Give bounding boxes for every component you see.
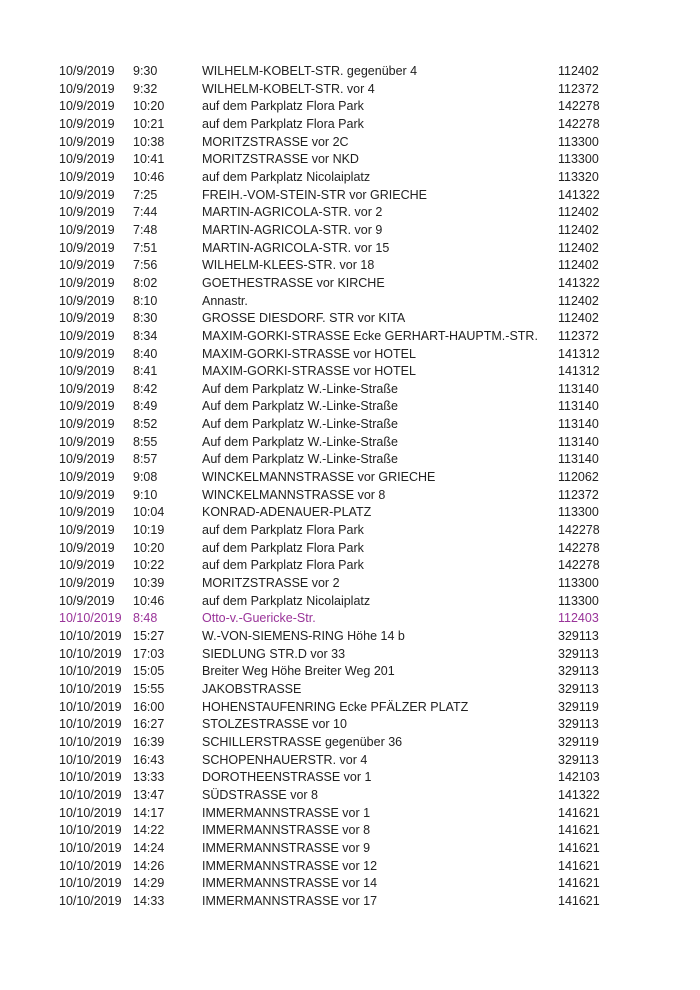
code-cell: 113300 [558, 134, 599, 149]
date-cell: 10/9/2019 [59, 487, 115, 502]
date-cell: 10/10/2019 [59, 823, 122, 838]
table-row [0, 610, 700, 628]
time-cell: 10:46 [133, 593, 165, 608]
time-cell: 8:57 [133, 452, 158, 467]
time-cell: 10:21 [133, 116, 165, 131]
location-cell: IMMERMANNSTRASSE vor 14 [202, 876, 378, 891]
table-row [0, 752, 700, 770]
table-row [0, 504, 700, 522]
table-row [0, 416, 700, 434]
code-cell: 112402 [558, 222, 599, 237]
date-cell: 10/9/2019 [59, 152, 115, 167]
time-cell: 16:43 [133, 752, 165, 767]
location-cell: IMMERMANNSTRASSE vor 8 [202, 823, 371, 838]
location-cell: MAXIM-GORKI-STRASSE vor HOTEL [202, 346, 416, 361]
date-cell: 10/10/2019 [59, 858, 122, 873]
location-cell: WILHELM-KOBELT-STR. vor 4 [202, 81, 375, 96]
date-cell: 10/10/2019 [59, 611, 122, 626]
table-row [0, 522, 700, 540]
date-cell: 10/9/2019 [59, 240, 115, 255]
code-cell: 329119 [558, 699, 599, 714]
location-cell: STOLZESTRASSE vor 10 [202, 717, 347, 732]
date-cell: 10/9/2019 [59, 222, 115, 237]
date-cell: 10/9/2019 [59, 576, 115, 591]
date-cell: 10/9/2019 [59, 116, 115, 131]
location-cell: Auf dem Parkplatz W.-Linke-Straße [202, 381, 398, 396]
code-cell: 141621 [558, 893, 600, 908]
code-cell: 113140 [558, 434, 599, 449]
time-cell: 17:03 [133, 646, 165, 661]
code-cell: 142278 [558, 540, 600, 555]
date-cell: 10/10/2019 [59, 681, 122, 696]
date-cell: 10/9/2019 [59, 417, 115, 432]
date-cell: 10/10/2019 [59, 840, 122, 855]
code-cell: 112372 [558, 328, 599, 343]
date-cell: 10/9/2019 [59, 540, 115, 555]
date-cell: 10/9/2019 [59, 169, 115, 184]
code-cell: 141621 [558, 823, 600, 838]
table-row [0, 240, 700, 258]
table-row [0, 398, 700, 416]
location-cell: MARTIN-AGRICOLA-STR. vor 2 [202, 205, 383, 220]
code-cell: 113140 [558, 399, 599, 414]
table-row [0, 469, 700, 487]
location-cell: MARTIN-AGRICOLA-STR. vor 9 [202, 222, 383, 237]
code-cell: 112372 [558, 487, 599, 502]
table-row [0, 275, 700, 293]
table-row [0, 293, 700, 311]
date-cell: 10/9/2019 [59, 381, 115, 396]
time-cell: 14:24 [133, 840, 165, 855]
date-cell: 10/10/2019 [59, 646, 122, 661]
time-cell: 10:04 [133, 505, 165, 520]
time-cell: 9:30 [133, 64, 158, 78]
table-row [0, 310, 700, 328]
table-row [0, 681, 700, 699]
time-cell: 15:55 [133, 681, 165, 696]
time-cell: 13:47 [133, 787, 165, 802]
code-cell: 112403 [558, 611, 599, 626]
code-cell: 112402 [558, 258, 599, 273]
location-cell: auf dem Parkplatz Flora Park [202, 99, 364, 114]
date-cell: 10/10/2019 [59, 734, 122, 749]
location-cell: auf dem Parkplatz Flora Park [202, 558, 364, 573]
date-cell: 10/9/2019 [59, 523, 115, 538]
time-cell: 16:00 [133, 699, 165, 714]
time-cell: 7:56 [133, 258, 158, 273]
location-cell: MAXIM-GORKI-STRASSE vor HOTEL [202, 364, 416, 379]
time-cell: 8:42 [133, 381, 158, 396]
time-cell: 10:41 [133, 152, 165, 167]
location-cell: MORITZSTRASSE vor 2 [202, 576, 340, 591]
location-cell: Annastr. [202, 293, 248, 308]
table-row [0, 734, 700, 752]
code-cell: 142278 [558, 116, 600, 131]
time-cell: 8:48 [133, 611, 158, 626]
table-row [0, 257, 700, 275]
code-cell: 112402 [558, 64, 599, 78]
location-cell: auf dem Parkplatz Nicolaiplatz [202, 593, 371, 608]
date-cell: 10/9/2019 [59, 81, 115, 96]
code-cell: 141312 [558, 346, 600, 361]
date-cell: 10/9/2019 [59, 187, 115, 202]
location-cell: DOROTHEENSTRASSE vor 1 [202, 770, 372, 785]
code-cell: 142278 [558, 558, 600, 573]
code-cell: 141621 [558, 858, 600, 873]
time-cell: 10:38 [133, 134, 165, 149]
location-cell: Breiter Weg Höhe Breiter Weg 201 [202, 664, 395, 679]
table-row [0, 593, 700, 611]
code-cell: 113300 [558, 576, 599, 591]
location-cell: WINCKELMANNSTRASSE vor GRIECHE [202, 470, 436, 485]
location-cell: Auf dem Parkplatz W.-Linke-Straße [202, 417, 398, 432]
date-cell: 10/9/2019 [59, 205, 115, 220]
code-cell: 113140 [558, 381, 599, 396]
time-cell: 8:41 [133, 364, 158, 379]
location-cell: auf dem Parkplatz Flora Park [202, 116, 364, 131]
table-row [0, 81, 700, 99]
table-row [0, 822, 700, 840]
location-cell: IMMERMANNSTRASSE vor 9 [202, 840, 371, 855]
location-cell: WILHELM-KOBELT-STR. gegenüber 4 [202, 64, 418, 78]
table-row [0, 575, 700, 593]
location-cell: Auf dem Parkplatz W.-Linke-Straße [202, 399, 398, 414]
date-cell: 10/9/2019 [59, 505, 115, 520]
table-row [0, 540, 700, 558]
table-row [0, 222, 700, 240]
location-cell: MARTIN-AGRICOLA-STR. vor 15 [202, 240, 390, 255]
location-cell: IMMERMANNSTRASSE vor 17 [202, 893, 378, 908]
code-cell: 329113 [558, 646, 599, 661]
table-row [0, 858, 700, 876]
time-cell: 8:40 [133, 346, 158, 361]
code-cell: 113140 [558, 452, 599, 467]
table-row [0, 98, 700, 116]
code-cell: 142278 [558, 99, 600, 114]
location-cell: MORITZSTRASSE vor NKD [202, 152, 359, 167]
date-cell: 10/10/2019 [59, 664, 122, 679]
time-cell: 14:33 [133, 893, 165, 908]
date-cell: 10/10/2019 [59, 787, 122, 802]
table-row [0, 151, 700, 169]
code-cell: 329113 [558, 752, 599, 767]
location-cell: WILHELM-KLEES-STR. vor 18 [202, 258, 375, 273]
time-cell: 8:02 [133, 275, 158, 290]
table-row [0, 699, 700, 717]
time-cell: 7:48 [133, 222, 158, 237]
date-cell: 10/9/2019 [59, 311, 115, 326]
date-cell: 10/10/2019 [59, 717, 122, 732]
code-cell: 112402 [558, 293, 599, 308]
code-cell: 113320 [558, 169, 599, 184]
table-row [0, 116, 700, 134]
location-cell: KONRAD-ADENAUER-PLATZ [202, 505, 372, 520]
code-cell: 113300 [558, 593, 599, 608]
table-row [0, 451, 700, 469]
time-cell: 14:26 [133, 858, 165, 873]
date-cell: 10/10/2019 [59, 770, 122, 785]
table-row [0, 381, 700, 399]
code-cell: 329113 [558, 629, 599, 643]
code-cell: 113300 [558, 152, 599, 167]
time-cell: 8:10 [133, 293, 158, 308]
table-row [0, 557, 700, 575]
code-cell: 329113 [558, 664, 599, 679]
time-cell: 10:20 [133, 99, 165, 114]
table-row [0, 328, 700, 346]
location-cell: auf dem Parkplatz Flora Park [202, 523, 364, 538]
date-cell: 10/9/2019 [59, 258, 115, 273]
table-row [0, 487, 700, 505]
time-cell: 10:19 [133, 523, 165, 538]
table-row [0, 805, 700, 823]
time-cell: 8:49 [133, 399, 158, 414]
time-cell: 14:22 [133, 823, 165, 838]
table-row [0, 875, 700, 893]
time-cell: 8:52 [133, 417, 158, 432]
time-cell: 15:05 [133, 664, 165, 679]
table-row [0, 893, 700, 911]
date-cell: 10/9/2019 [59, 470, 115, 485]
time-cell: 15:27 [133, 629, 165, 643]
code-cell: 141621 [558, 840, 600, 855]
location-cell: Auf dem Parkplatz W.-Linke-Straße [202, 452, 398, 467]
date-cell: 10/9/2019 [59, 558, 115, 573]
location-cell: Auf dem Parkplatz W.-Linke-Straße [202, 434, 398, 449]
code-cell: 141621 [558, 876, 600, 891]
observation-table [0, 63, 700, 911]
time-cell: 8:30 [133, 311, 158, 326]
location-cell: IMMERMANNSTRASSE vor 12 [202, 858, 378, 873]
code-cell: 113300 [558, 505, 599, 520]
table-row [0, 187, 700, 205]
date-cell: 10/9/2019 [59, 134, 115, 149]
time-cell: 10:39 [133, 576, 165, 591]
code-cell: 112062 [558, 470, 599, 485]
code-cell: 141322 [558, 187, 600, 202]
location-cell: SIEDLUNG STR.D vor 33 [202, 646, 346, 661]
date-cell: 10/10/2019 [59, 893, 122, 908]
code-cell: 112402 [558, 240, 599, 255]
date-cell: 10/9/2019 [59, 328, 115, 343]
location-cell: SCHOPENHAUERSTR. vor 4 [202, 752, 368, 767]
table-row [0, 628, 700, 646]
time-cell: 14:29 [133, 876, 165, 891]
table-row [0, 434, 700, 452]
date-cell: 10/9/2019 [59, 593, 115, 608]
table-row [0, 769, 700, 787]
time-cell: 13:33 [133, 770, 165, 785]
location-cell: JAKOBSTRASSE [202, 681, 302, 696]
code-cell: 113140 [558, 417, 599, 432]
table-row [0, 840, 700, 858]
date-cell: 10/9/2019 [59, 64, 115, 78]
code-cell: 142278 [558, 523, 600, 538]
table-row [0, 646, 700, 664]
date-cell: 10/10/2019 [59, 699, 122, 714]
time-cell: 7:51 [133, 240, 158, 255]
time-cell: 16:39 [133, 734, 165, 749]
date-cell: 10/9/2019 [59, 346, 115, 361]
date-cell: 10/10/2019 [59, 629, 122, 643]
table-row [0, 63, 700, 81]
date-cell: 10/10/2019 [59, 805, 122, 820]
date-cell: 10/10/2019 [59, 752, 122, 767]
time-cell: 16:27 [133, 717, 165, 732]
code-cell: 141312 [558, 364, 600, 379]
time-cell: 10:46 [133, 169, 165, 184]
time-cell: 9:32 [133, 81, 158, 96]
table-row [0, 134, 700, 152]
location-cell: GOETHESTRASSE vor KIRCHE [202, 275, 385, 290]
date-cell: 10/9/2019 [59, 399, 115, 414]
table-row [0, 204, 700, 222]
time-cell: 9:08 [133, 470, 158, 485]
code-cell: 141322 [558, 275, 600, 290]
location-cell: SÜDSTRASSE vor 8 [202, 787, 319, 802]
table-row [0, 363, 700, 381]
time-cell: 7:44 [133, 205, 158, 220]
time-cell: 14:17 [133, 805, 165, 820]
location-cell: MORITZSTRASSE vor 2C [202, 134, 349, 149]
table-row [0, 346, 700, 364]
code-cell: 112402 [558, 311, 599, 326]
table-row [0, 787, 700, 805]
location-cell: GROSSE DIESDORF. STR vor KITA [202, 311, 406, 326]
time-cell: 8:55 [133, 434, 158, 449]
location-cell: auf dem Parkplatz Flora Park [202, 540, 364, 555]
location-cell: HOHENSTAUFENRING Ecke PFÄLZER PLATZ [202, 699, 469, 714]
location-cell: Otto-v.-Guericke-Str. [202, 611, 316, 626]
time-cell: 10:20 [133, 540, 165, 555]
table-row [0, 716, 700, 734]
time-cell: 8:34 [133, 328, 158, 343]
code-cell: 329119 [558, 734, 599, 749]
location-cell: WINCKELMANNSTRASSE vor 8 [202, 487, 386, 502]
date-cell: 10/9/2019 [59, 452, 115, 467]
code-cell: 112372 [558, 81, 599, 96]
code-cell: 329113 [558, 717, 599, 732]
date-cell: 10/9/2019 [59, 293, 115, 308]
time-cell: 10:22 [133, 558, 165, 573]
time-cell: 7:25 [133, 187, 158, 202]
code-cell: 142103 [558, 770, 600, 785]
location-cell: IMMERMANNSTRASSE vor 1 [202, 805, 371, 820]
code-cell: 141322 [558, 787, 600, 802]
date-cell: 10/9/2019 [59, 434, 115, 449]
date-cell: 10/9/2019 [59, 99, 115, 114]
time-cell: 9:10 [133, 487, 158, 502]
location-cell: SCHILLERSTRASSE gegenüber 36 [202, 734, 403, 749]
location-cell: FREIH.-VOM-STEIN-STR vor GRIECHE [202, 187, 428, 202]
code-cell: 329113 [558, 681, 599, 696]
date-cell: 10/9/2019 [59, 364, 115, 379]
date-cell: 10/10/2019 [59, 876, 122, 891]
date-cell: 10/9/2019 [59, 275, 115, 290]
location-cell: MAXIM-GORKI-STRASSE Ecke GERHART-HAUPTM.-STR. [202, 328, 538, 343]
table-row [0, 169, 700, 187]
code-cell: 112402 [558, 205, 599, 220]
location-cell: auf dem Parkplatz Nicolaiplatz [202, 169, 371, 184]
code-cell: 141621 [558, 805, 600, 820]
location-cell: W.-VON-SIEMENS-RING Höhe 14 b [202, 629, 405, 643]
table-row [0, 663, 700, 681]
